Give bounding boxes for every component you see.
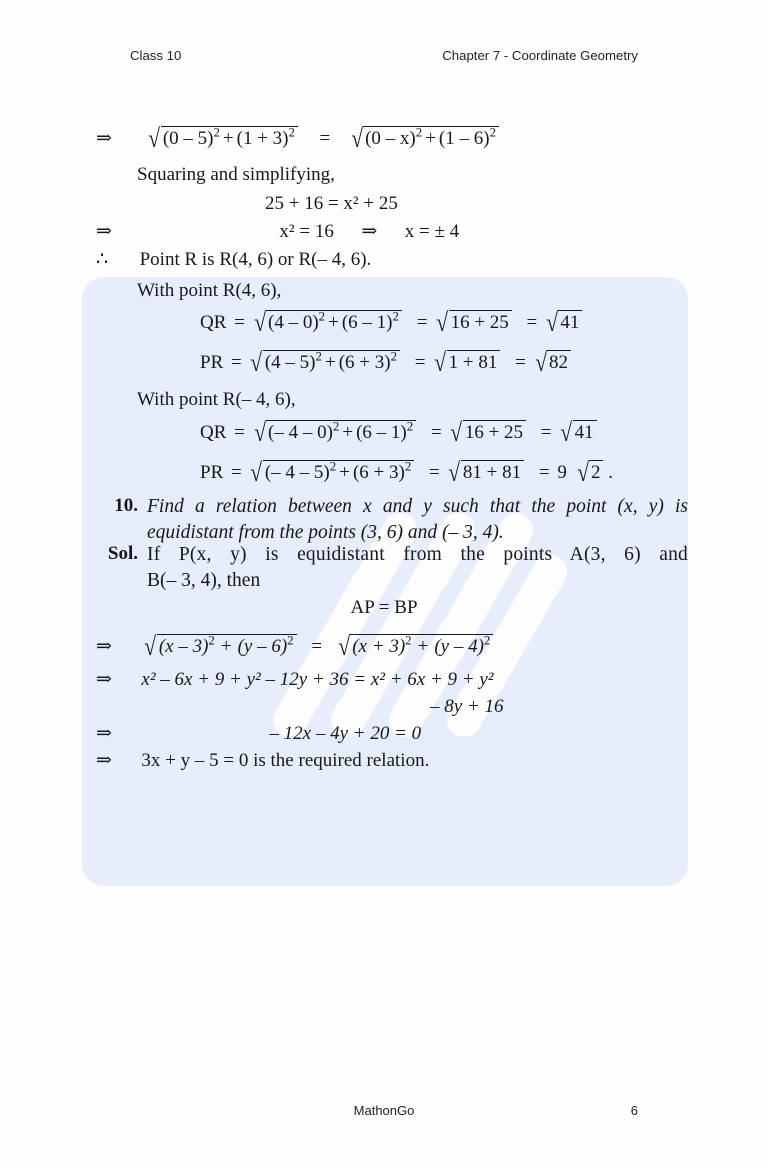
radical-sign: √: [250, 348, 263, 378]
radicand-lhs-a: (0 – 5): [162, 128, 214, 149]
equation-qr-1: QR = √ (4 – 0)$^2$ + (6 – 1)$^2$ = √ 16 + 25 = √ 41: [200, 310, 696, 336]
radical-sign: √: [148, 124, 161, 154]
running-head: [130, 48, 638, 70]
radicand-rhs-a: (x + 3): [352, 636, 406, 657]
chapter-label: Chapter 7 - Coordinate Geometry: [442, 48, 638, 63]
radical-sign: √: [450, 418, 463, 448]
radicand-rhs-b: (1 – 6): [438, 128, 490, 149]
exp: 2: [213, 124, 220, 140]
equation-simplified: – 12x – 4y + 20 = 0: [269, 723, 422, 744]
sqrt-qr2-step3: [559, 420, 596, 446]
value: 41: [574, 422, 594, 443]
value: 1 + 81: [448, 352, 498, 373]
radical-sign: √: [338, 632, 350, 662]
question-number: 10.: [114, 495, 138, 516]
radical-sign: √: [434, 348, 447, 378]
question-line-1: Find a relation between x and y such that the point (x, y) is: [147, 496, 688, 517]
equation-x-squared-row: [96, 221, 696, 243]
pr-label: PR: [200, 462, 224, 483]
sqrt-pr2-step2: [447, 460, 524, 486]
radical-sign: √: [250, 458, 263, 488]
value: 2: [590, 462, 601, 483]
exp: 2: [489, 124, 497, 140]
implies-arrow: ⇒: [96, 128, 112, 149]
equation-x-value: x = ± 4: [404, 221, 460, 242]
conclusion-point-r: [96, 249, 696, 271]
value: 41: [560, 312, 580, 333]
class-label: Class 10: [130, 48, 182, 63]
sqrt-rhs: √ (0 – x)$^2$ + (1 – 6)$^2$: [350, 126, 499, 152]
solution-tag: Sol.: [107, 543, 138, 564]
with-point-r-negative: With point R(– 4, 6),: [137, 389, 296, 410]
equation-25-16: 25 + 16 = x² + 25: [265, 193, 398, 214]
page-footer: [130, 1103, 638, 1123]
sqrt-pr1: √ $(4 - 5)^2 + (6 + 3)^2$: [249, 350, 400, 376]
implies-arrow: ⇒: [96, 723, 112, 744]
solution-line-2: B(– 3, 4), then: [147, 570, 261, 592]
equation-expanded-cont: – 8y + 16: [430, 696, 504, 717]
equation-final-row: [96, 750, 696, 772]
radicand-rhs-a: (0 – x): [365, 128, 416, 149]
sqrt-qr2: √ (– 4 – 0)$^2$ + (6 – 1)$^2$: [253, 420, 417, 446]
sqrt-qr2-step2: [449, 420, 526, 446]
radicand-b: (6 – 1): [356, 422, 407, 443]
with-point-r-positive: With point R(4, 6),: [137, 280, 282, 301]
value: 81 + 81: [462, 462, 522, 483]
radicand-b: (6 – 1): [341, 312, 393, 333]
equation-distance-expand: ⇒ √ (x – 3)$^2$ + (y – 6)$^2$ = √ $(x + 3)^2 + (y - 4)^2$: [96, 634, 696, 660]
sqrt-pr2: √ (– $4 - 5)^2 + (6 + 3)^2$: [249, 460, 414, 486]
equation-ap-bp: AP = BP: [350, 597, 418, 618]
radicand-a: (– 4 – 0): [268, 422, 333, 443]
implies-arrow: ⇒: [96, 221, 112, 242]
coefficient: 9: [557, 462, 567, 483]
conclusion-text: Point R is R(4, 6) or R(– 4, 6).: [139, 249, 372, 270]
sqrt-qr1-step2: [435, 310, 512, 336]
radical-sign: √: [144, 632, 157, 662]
equation-qr-2: QR = √ (– 4 – 0)$^2$ + (6 – 1)$^2$ = √ 16 + 25 = √ 41: [200, 420, 696, 446]
qr-label: QR: [200, 312, 227, 333]
value: 82: [548, 352, 568, 373]
question-text: [147, 494, 688, 547]
equation-distance-setup: [96, 126, 696, 152]
implies-arrow: ⇒: [96, 750, 112, 771]
radicand-lhs-b: (1 + 3): [236, 128, 289, 149]
sqrt-ap: √ (x – 3)$^2$ + (y – 6)$^2$: [143, 634, 296, 660]
radical-sign: √: [436, 308, 449, 338]
radicand-a: (4 – 0): [268, 312, 319, 333]
exp: 2: [415, 124, 423, 140]
page-number: 6: [630, 1103, 638, 1118]
equals-sign: =: [319, 128, 331, 149]
question-line-2: equidistant from the points (3, 6) and (– 3, 4).: [147, 522, 504, 544]
radical-sign: √: [448, 458, 461, 488]
radicand-lhs-a: (x – 3): [158, 636, 209, 657]
implies-arrow: ⇒: [96, 669, 112, 690]
value: 16 + 25: [464, 422, 524, 443]
sqrt-pr2-step3: [576, 460, 604, 486]
radicand-rhs-b: (y – 4): [434, 636, 484, 657]
question-10: [96, 494, 688, 547]
pr-label: PR: [200, 352, 224, 373]
radical-sign: √: [534, 348, 547, 378]
radicand-a: (– 4 – 5): [264, 462, 330, 483]
equation-simplified-row: [96, 723, 696, 745]
therefore-symbol: ∴: [96, 249, 109, 270]
sqrt-qr1-step3: [545, 310, 582, 336]
implies-arrow: ⇒: [96, 636, 112, 657]
solution-line-1: If P(x, y) is equidistant from the points A(3, 6) and: [147, 544, 688, 565]
sqrt-bp: √ $(x + 3)^2 + (y - 4)^2$: [337, 634, 494, 660]
solution-text: [147, 542, 688, 595]
radicand-b: (6 + 3): [338, 352, 391, 373]
equation-pr-2: PR = √ (– $4 - 5)^2 + (6 + 3)^2$ = √ 81 + 81 = 9 √ 2 .: [200, 458, 613, 488]
sqrt-qr1: √ (4 – 0)$^2$ + (6 – 1)$^2$: [253, 310, 402, 336]
implies-arrow-2: ⇒: [361, 221, 378, 242]
radical-sign: √: [546, 308, 559, 338]
exp: 2: [288, 124, 295, 140]
equation-x-squared: x² = 16: [279, 221, 334, 242]
equation-expanded: x² – 6x + 9 + y² – 12y + 36 = x² + 6x + 9 + y²: [141, 669, 494, 690]
radical-sign: √: [350, 124, 363, 154]
radical-sign: √: [576, 458, 589, 488]
radicand-b: (6 + 3): [352, 462, 405, 483]
radicand-lhs-b: (y – 6): [237, 636, 288, 657]
radicand-a: (4 – 5): [264, 352, 316, 373]
brand-label: MathonGo: [353, 1103, 415, 1118]
equation-final: 3x + y – 5 = 0 is the required relation.: [141, 750, 430, 771]
radical-sign: √: [560, 418, 573, 448]
value: 16 + 25: [450, 312, 509, 333]
qr-label: QR: [200, 422, 227, 443]
sqrt-pr1-step2: [433, 350, 500, 376]
equation-pr-1: PR = √ $(4 - 5)^2 + (6 + 3)^2$ = √ 1 + 81 = √ 82: [200, 350, 696, 376]
radical-sign: √: [253, 308, 266, 338]
radical-sign: √: [253, 418, 266, 448]
solution-block: [96, 542, 688, 595]
equation-expanded-row: [96, 669, 696, 691]
squaring-text: Squaring and simplifying,: [137, 164, 335, 185]
period: .: [608, 462, 613, 483]
sqrt-pr1-step3: [534, 350, 571, 376]
sqrt-lhs: √ $(0 - 5)^2 + (1 + 3)^2$: [147, 126, 298, 152]
